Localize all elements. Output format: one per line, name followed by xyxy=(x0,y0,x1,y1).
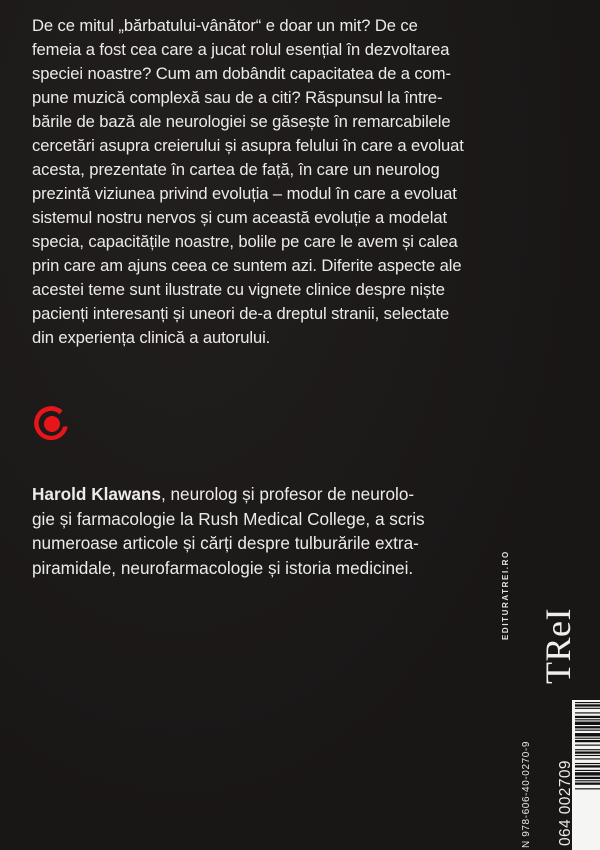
author-bio-first-line: , neurolog și profesor de neurolo- xyxy=(160,484,415,504)
blurb-line: acesta, prezentate în cartea de față, în care un neurolog xyxy=(32,160,440,179)
barcode-bar xyxy=(575,740,600,742)
red-crescent-circle-icon xyxy=(32,402,74,444)
publisher-logo: TReI xyxy=(538,608,578,684)
barcode-bar xyxy=(575,708,600,709)
blurb-line: cercetări asupra creierului și asupra felului în care a evoluat xyxy=(32,136,464,155)
barcode-bar xyxy=(575,765,600,767)
barcode-bar xyxy=(575,758,600,759)
barcode-bar xyxy=(575,738,600,739)
blurb-line: pune muzică complexă sau de a citi? Răspunsul la între- xyxy=(32,88,443,107)
blurb-line: speciei noastre? Cum am dobândit capacitatea de a com- xyxy=(32,64,451,83)
barcode-bar xyxy=(575,716,600,718)
barcode-bar xyxy=(575,719,600,720)
barcode-bar xyxy=(575,722,600,725)
barcode-bar xyxy=(575,780,600,781)
barcode-bar xyxy=(575,702,600,703)
blurb-line: prin care am ajuns ceea ce suntem azi. Diferite aspecte ale xyxy=(32,256,462,275)
blurb-line: din experiența clinică a autorului. xyxy=(32,328,271,347)
barcode-bar xyxy=(575,733,600,736)
barcode-bar xyxy=(575,772,600,775)
blurb-line: prezintă viziunea privind evoluția – modul în care a evoluat xyxy=(32,184,457,203)
barcode-bars xyxy=(572,700,600,850)
barcode-bar xyxy=(575,788,600,789)
author-name: Harold Klawans xyxy=(32,484,161,504)
author-bio-line xyxy=(32,482,552,507)
barcode-bar xyxy=(575,726,600,728)
barcode-bar xyxy=(575,755,600,756)
barcode-bar xyxy=(575,783,600,785)
barcode-bar xyxy=(575,704,600,706)
author-bio-line: numeroase articole și cărți despre tulburările extra- xyxy=(32,533,419,553)
author-bio-line: piramidale, neurofarmacologie și istoria medicinei. xyxy=(32,557,414,578)
barcode-bar xyxy=(575,770,600,771)
barcode-bar xyxy=(575,749,600,750)
blurb-line: specia, capacitățile noastre, bolile pe care le avem și calea xyxy=(32,232,458,251)
barcode-bar xyxy=(575,730,600,731)
ean-digits: 064 002709 xyxy=(557,760,574,846)
blurb-line: pacienți interesanți și uneori de-a dreptul stranii, selectate xyxy=(32,304,450,323)
blurb-line: bările de bază ale neurologiei se găsește în remarcabilele xyxy=(32,112,451,131)
author-bio xyxy=(32,482,552,580)
blurb-line: De ce mitul „bărbatului-vânător“ e doar un mit? De ce xyxy=(32,16,418,35)
barcode-bar xyxy=(575,712,600,713)
publisher-website: EDITURATREI.RO xyxy=(501,550,510,640)
barcode-bar xyxy=(575,763,600,764)
author-bio-line: gie și farmacologie la Rush Medical College, a scris xyxy=(32,508,425,529)
isbn-text: N 978-606-40-0270-9 xyxy=(521,740,532,848)
blurb-text xyxy=(32,14,552,350)
blurb-line: sistemul nostru nervos și cum această evoluție a modelat xyxy=(32,208,447,227)
blurb-line: acestei teme sunt ilustrate cu vignete clinice despre niște xyxy=(32,280,445,299)
barcode-bar xyxy=(575,751,600,753)
barcode-bar xyxy=(575,745,600,746)
barcode-bar xyxy=(575,777,600,779)
blurb-line: femeia a fost cea care a jucat rolul esențial în dezvoltarea xyxy=(32,40,450,59)
